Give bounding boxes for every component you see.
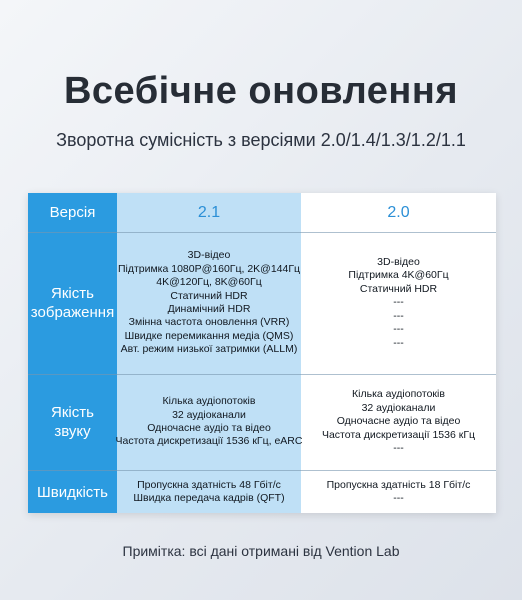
header-version-21: 2.1 xyxy=(197,203,221,221)
header-version-20: 2.0 xyxy=(387,203,410,221)
page-subtitle: Зворотна сумісність з версіями 2.0/1.4/1.3/1.2/1.1 xyxy=(56,130,466,150)
feature-line: Пропускна здатність 18 Гбіт/с xyxy=(326,478,471,491)
feature-line: 3D-відео xyxy=(377,256,420,269)
page-title: Всебічне оновлення xyxy=(63,70,459,112)
header-label: Версія xyxy=(49,204,96,221)
feature-line: Динамічний HDR xyxy=(167,303,251,315)
speed-v20-cell xyxy=(301,471,496,513)
feature-line: Статичний HDR xyxy=(170,289,248,302)
feature-line: Кілька аудіопотоків xyxy=(162,395,256,408)
row-label-line: зображення xyxy=(30,304,115,321)
header-version-20-cell xyxy=(301,193,496,232)
feature-line: Кілька аудіопотоків xyxy=(352,388,445,401)
row-label-line: звуку xyxy=(54,423,91,440)
feature-line: Одночасне аудіо та відео xyxy=(147,422,271,434)
feature-line: 32 аудіоканали xyxy=(361,401,436,414)
feature-line: --- xyxy=(393,296,404,309)
feature-line: Частота дискретизації 1536 кГц, eARC xyxy=(115,435,303,448)
feature-line: Швидка передача кадрів (QFT) xyxy=(133,492,285,504)
row-label-line: Швидкість xyxy=(37,483,108,501)
feature-line: 4K@120Гц, 8K@60Гц xyxy=(156,276,262,289)
comparison-table xyxy=(28,193,496,513)
speed-v21-cell xyxy=(117,471,301,513)
feature-line: Підтримка 1080P@160Гц, 2K@144Гц xyxy=(117,262,301,275)
feature-line: --- xyxy=(393,492,404,504)
feature-line: --- xyxy=(393,309,404,322)
sound-quality-v21-cell xyxy=(117,375,301,469)
feature-line: Підтримка 4K@60Гц xyxy=(348,269,449,282)
feature-line: Одночасне аудіо та відео xyxy=(336,415,461,428)
row-label-line: Якість xyxy=(51,404,94,421)
feature-line: Змінна частота оновлення (VRR) xyxy=(128,316,290,329)
feature-line: 32 аудіоканали xyxy=(172,408,246,421)
feature-line: --- xyxy=(393,442,404,455)
image-quality-v20-cell xyxy=(301,233,496,373)
feature-line: Авт. режим низької затримки (ALLM) xyxy=(120,343,298,356)
source-note: Примітка: всі дані отримані від Vention Lab xyxy=(122,543,400,559)
feature-line: Швидке перемикання медіа (QMS) xyxy=(124,329,294,342)
row-label-image-quality xyxy=(28,233,117,373)
image-quality-v21-cell xyxy=(117,233,301,373)
feature-line: Пропускна здатність 48 Гбіт/с xyxy=(137,478,281,491)
row-label-sound-quality xyxy=(28,375,117,469)
header-label-cell xyxy=(28,193,117,232)
feature-line: 3D-відео xyxy=(187,249,231,262)
feature-line: --- xyxy=(393,336,404,349)
feature-line: --- xyxy=(393,323,404,336)
feature-line: Статичний HDR xyxy=(359,282,438,295)
sound-quality-v20-cell xyxy=(301,375,496,469)
header-version-21-cell xyxy=(117,193,301,232)
row-label-line: Якість xyxy=(51,285,94,302)
feature-line: Частота дискретизації 1536 кГц xyxy=(321,428,476,441)
row-label-speed xyxy=(28,471,117,513)
